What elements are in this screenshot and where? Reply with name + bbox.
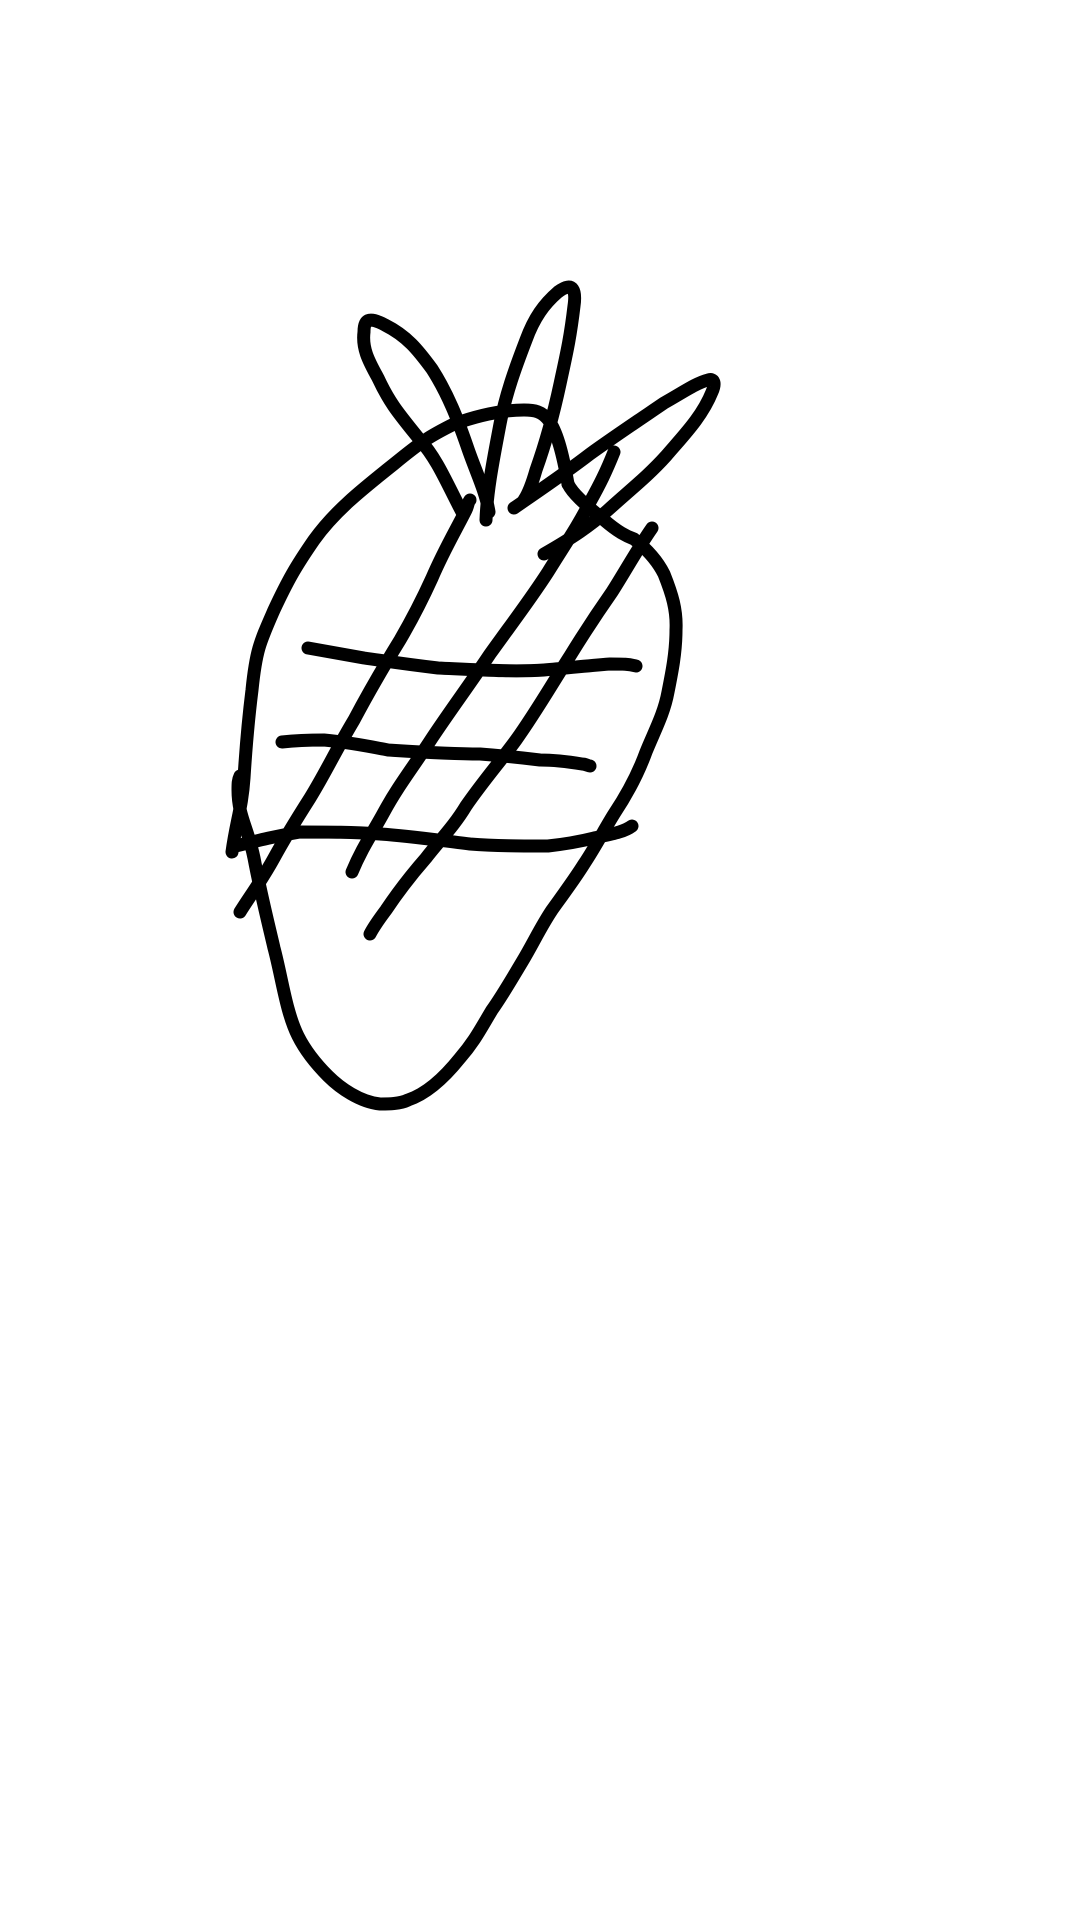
hatch-horizontal-top	[308, 648, 636, 671]
body-outline-stroke	[238, 484, 676, 1104]
center-leaf-stroke	[486, 287, 575, 520]
hatch-diagonal-right	[370, 528, 652, 934]
